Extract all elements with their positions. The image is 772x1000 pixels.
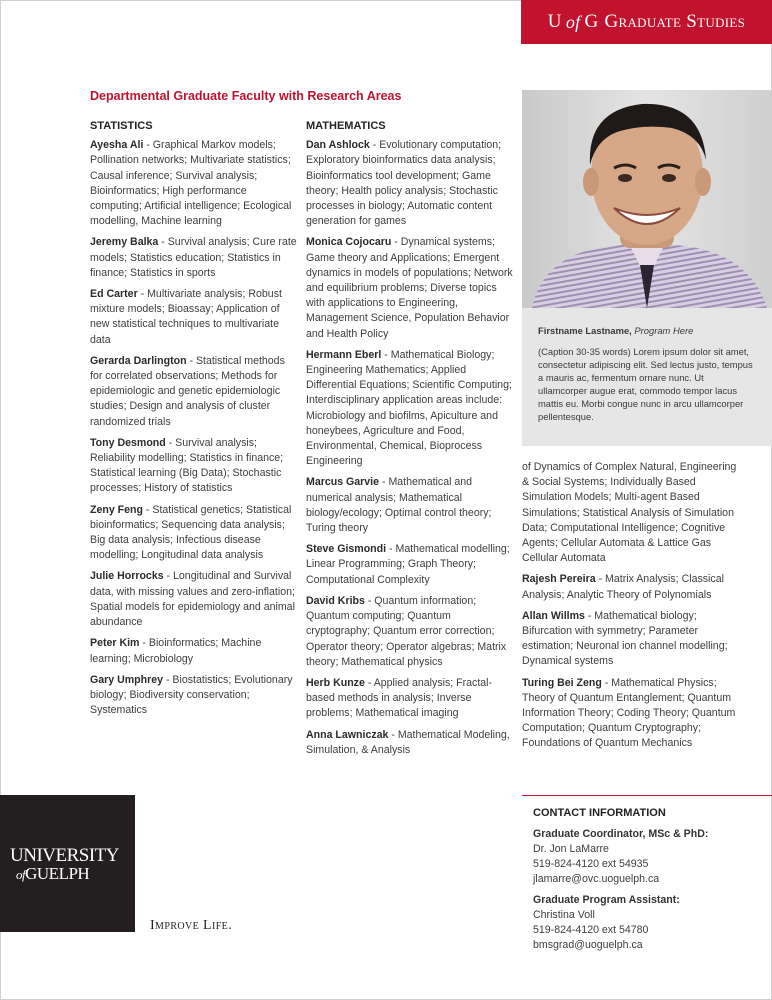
photo-caption xyxy=(522,308,772,446)
contact-information xyxy=(533,806,763,959)
faculty-name: Anna Lawniczak xyxy=(306,728,389,741)
faculty-areas: - Biostatistics; Evolutionary biology; Biodiversity conservation; Systematics xyxy=(90,673,293,717)
faculty-areas: - Applied analysis; Fractal-based methods in analysis; Inverse problems; Mathematical imaging xyxy=(306,676,493,720)
logo-of: of xyxy=(16,867,26,882)
coordinator-block xyxy=(533,827,763,887)
continued-text: of Dynamics of Complex Natural, Engineering & Social Systems; Individually Based Simulation Models; Multi-agent Based Simulations; Statistical Analysis of Simulation Data; Computational Intelligence; Cognitive Agents; Cellular Automata & Lattice Gas Cellular Automata xyxy=(522,461,737,565)
faculty-entry xyxy=(90,235,300,281)
header-banner xyxy=(521,0,772,44)
faculty-areas: - Mathematical modelling; Linear Programming; Graph Theory; Computational Complexity xyxy=(306,543,510,586)
faculty-name: Allan Willms xyxy=(522,609,585,622)
faculty-name: Jeremy Balka xyxy=(90,236,159,249)
faculty-entry xyxy=(306,676,516,722)
assistant-role: Graduate Program Assistant: xyxy=(533,894,680,906)
faculty-entry xyxy=(90,354,300,430)
faculty-entry xyxy=(522,572,744,602)
faculty-name: Zeny Feng xyxy=(90,503,143,516)
faculty-entry xyxy=(306,348,516,470)
faculty-entry xyxy=(522,676,744,752)
faculty-areas: - Evolutionary computation; Exploratory bioinformatics data analysis; Bioinformatics tool development; Game theory; Health policy analysis; Stochastic processes in biology; Automatic content generation for games xyxy=(306,139,502,228)
mathematics-column xyxy=(306,119,516,764)
faculty-photo xyxy=(522,90,772,308)
logo-university-text: UNIVERSITY xyxy=(10,845,119,866)
faculty-name: Monica Cojocaru xyxy=(306,236,392,249)
document-title: Departmental Graduate Faculty with Research Areas xyxy=(90,89,402,103)
faculty-name: Ayesha Ali xyxy=(90,139,144,152)
faculty-entry xyxy=(90,673,300,719)
faculty-entry xyxy=(90,138,300,229)
brand-u: U xyxy=(547,11,562,32)
faculty-name: Dan Ashlock xyxy=(306,139,370,152)
faculty-areas: - Longitudinal and Survival data, with missing values and zero-inflation; Spatial models for epidemiology and animal abundance xyxy=(90,570,295,629)
brand-g: G xyxy=(584,11,599,32)
faculty-entry xyxy=(90,636,300,666)
faculty-entry xyxy=(522,609,744,670)
statistics-column xyxy=(90,119,300,724)
caption-name: Firstname Lastname, xyxy=(538,325,632,336)
faculty-name: Steve Gismondi xyxy=(306,543,387,556)
faculty-areas: - Mathematical and numerical analysis; Mathematical biology/ecology; Optimal control theory; Turing theory xyxy=(306,476,492,535)
faculty-entry xyxy=(306,728,516,758)
university-logo xyxy=(0,795,135,932)
continued-column xyxy=(522,460,744,758)
faculty-entry xyxy=(306,594,516,670)
faculty-name: Ed Carter xyxy=(90,288,138,301)
faculty-areas: - Mathematical biology; Bifurcation with symmetry; Parameter estimation; Neuronal ion channel modelling; Dynamical systems xyxy=(522,609,728,668)
faculty-name: Hermann Eberl xyxy=(306,348,382,361)
faculty-name: Gary Umphrey xyxy=(90,673,164,686)
faculty-entry xyxy=(306,542,516,588)
faculty-areas: - Quantum information; Quantum computing; Quantum cryptography; Quantum error correction; Operator theory; Operator algebras; Matrix theory; Mathematical physics xyxy=(306,594,507,668)
faculty-entry xyxy=(306,138,516,229)
faculty-areas: - Survival analysis; Reliability modelling; Statistics in finance; Statistical learning (Big Data); Stochastic processes; History of statistics xyxy=(90,436,284,495)
faculty-entry xyxy=(90,569,300,630)
faculty-name: Rajesh Pereira xyxy=(522,573,596,586)
faculty-name: Herb Kunze xyxy=(306,676,365,689)
logo-guelph: GUELPH xyxy=(25,864,90,883)
faculty-entry xyxy=(306,475,516,536)
faculty-areas: - Bioinformatics; Machine learning; Microbiology xyxy=(90,637,262,665)
faculty-name: Peter Kim xyxy=(90,637,140,650)
coordinator-role: Graduate Coordinator, MSc & PhD: xyxy=(533,828,709,840)
statistics-heading: STATISTICS xyxy=(90,120,153,132)
faculty-entry xyxy=(90,436,300,497)
brand-graduate-studies: Graduate Studies xyxy=(604,11,746,32)
faculty-areas: - Mathematical Biology; Engineering Mathematics; Applied Differential Equations; Scientific Computing; Interdisciplinary application areas include: Microbiology and biofilms, Apiculture and honeybees, Agriculture and Food, Environmental, Chemical, Bioprocess Engineering xyxy=(306,348,512,468)
coordinator-email: jlamarre@ovc.uoguelph.ca xyxy=(533,873,660,885)
faculty-entry xyxy=(306,235,516,341)
faculty-areas: - Statistical methods for correlated observations; Methods for epidemiologic and genetic epidemiologic studies; Design and analysis of cluster randomized trials xyxy=(90,354,285,428)
caption-program: Program Here xyxy=(634,325,694,336)
faculty-name: Julie Horrocks xyxy=(90,570,164,583)
assistant-block xyxy=(533,893,763,953)
faculty-name: Gerarda Darlington xyxy=(90,354,187,367)
faculty-entry xyxy=(90,503,300,564)
faculty-areas: - Mathematical Modeling, Simulation, & Analysis xyxy=(306,728,510,756)
contact-heading: CONTACT INFORMATION xyxy=(533,807,666,819)
faculty-areas: - Mathematical Physics; Theory of Quantum Entanglement; Quantum Information Theory; Coding Theory; Quantum Computation; Quantum Cryptography; Foundations of Quantum Mechanics xyxy=(522,676,736,750)
assistant-phone: 519-824-4120 ext 54780 xyxy=(533,924,649,936)
caption-text: (Caption 30-35 words) Lorem ipsum dolor sit amet, consectetur adipiscing elit. Sed lectus justo, tempus a mauris ac, fermentum ornare nunc. Ut ullamcorper augue erat, commodo tempor lacus mattis eu. Morbi congue nunc in arcu ullamcorper pellentesque. xyxy=(538,346,753,422)
coordinator-phone: 519-824-4120 ext 54935 xyxy=(533,858,649,870)
mathematics-heading: MATHEMATICS xyxy=(306,120,386,132)
faculty-areas: - Statistical genetics; Statistical bioinformatics; Sequencing data analysis; Big data analysis; Infectious disease modelling; Longitudinal data analysis xyxy=(90,503,292,562)
faculty-name: Turing Bei Zeng xyxy=(522,676,602,689)
contact-divider xyxy=(522,795,772,796)
faculty-name: Tony Desmond xyxy=(90,436,166,449)
logo-guelph-text xyxy=(16,864,89,884)
faculty-areas: - Dynamical systems; Game theory and Applications; Emergent dynamics in models of populations; Network and equilibrium problems; Diverse topics with applications to Engineering, Management Science, Population Behavior and Health Policy xyxy=(306,236,513,340)
faculty-areas: - Multivariate analysis; Robust mixture models; Bioassay; Application of new statistical techniques to multivariate data xyxy=(90,288,282,346)
coordinator-name: Dr. Jon LaMarre xyxy=(533,843,609,855)
faculty-areas: - Matrix Analysis; Classical Analysis; Analytic Theory of Polynomials xyxy=(522,573,724,601)
assistant-name: Christina Voll xyxy=(533,909,595,921)
faculty-name: Marcus Garvie xyxy=(306,476,380,489)
faculty-areas: - Survival analysis; Cure rate models; Statistics education; Statistics in finance; Statistics in sports xyxy=(90,236,297,279)
portrait-image xyxy=(522,90,772,308)
tagline: Improve Life. xyxy=(150,918,233,933)
assistant-email: bmsgrad@uoguelph.ca xyxy=(533,939,643,951)
brand-of: of xyxy=(565,11,581,32)
faculty-name: David Kribs xyxy=(306,594,365,607)
faculty-entry xyxy=(90,287,300,348)
faculty-areas: - Graphical Markov models; Pollination networks; Multivariate statistics; Causal inference; Survival analysis; Bioinformatics; High performance computing; Artificial intelligence; Ecological modelling, Machine learning xyxy=(90,139,292,228)
